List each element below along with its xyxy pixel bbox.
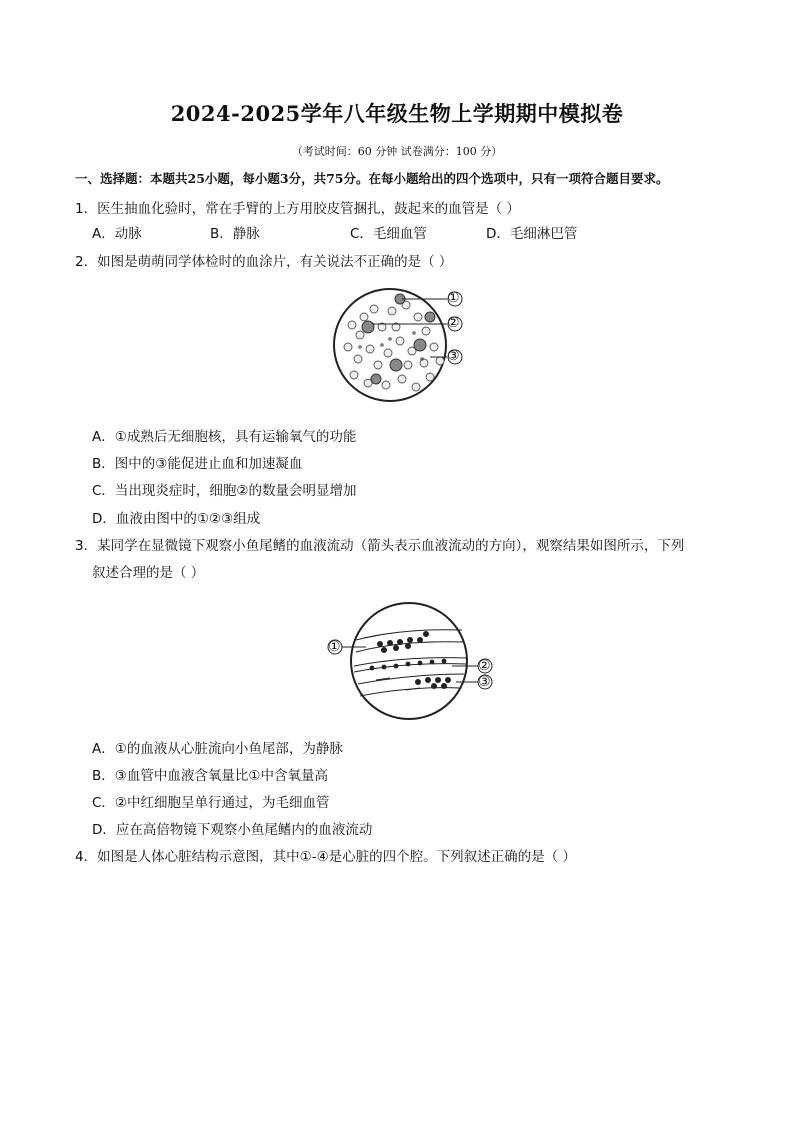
- page-title: 2024-2025学年八年级生物上学期期中模拟卷: [170, 101, 624, 126]
- figure-label-1: ①: [328, 639, 341, 655]
- option-b[interactable]: B．静脉: [210, 226, 260, 242]
- option-d[interactable]: D．血液由图中的①②③组成: [92, 511, 261, 527]
- exam-info: （考试时间：60 分钟 试卷满分：100 分）: [291, 145, 503, 158]
- figure-label-3: ③: [447, 348, 460, 364]
- question-number: 1．: [75, 201, 98, 217]
- question-3: [75, 534, 684, 554]
- figure-label-1: ①: [447, 290, 460, 306]
- option-b[interactable]: B．图中的③能促进止血和加速凝血: [92, 456, 303, 472]
- blood-smear-figure: [330, 287, 490, 407]
- option-c[interactable]: C．当出现炎症时，细胞②的数量会明显增加: [92, 483, 357, 499]
- option-a[interactable]: A．动脉: [92, 226, 142, 242]
- question-number: 4．: [75, 849, 98, 865]
- question-3-line-2: 叙述合理的是（ ）: [92, 565, 205, 581]
- section-heading: 一、选择题：本题共25小题，每小题3分，共75分。在每小题给出的四个选项中，只有一项符合题目要求。: [75, 171, 669, 186]
- question-2: [75, 250, 452, 270]
- option-c[interactable]: C．毛细血管: [350, 226, 427, 242]
- fish-tail-figure: [322, 600, 502, 724]
- figure-label-2: ②: [447, 315, 460, 331]
- question-1: [75, 197, 520, 217]
- question-stem: 如图是萌萌同学体检时的血涂片，有关说法不正确的是（ ）: [97, 254, 453, 270]
- option-b[interactable]: B．③血管中血液含氧量比①中含氧量高: [92, 768, 328, 784]
- question-number: 2．: [75, 254, 98, 270]
- question-4: [75, 845, 576, 865]
- question-stem-line-1: 某同学在显微镜下观察小鱼尾鳍的血液流动（箭头表示血液流动的方向），观察结果如图所示，下列: [97, 538, 685, 554]
- option-d[interactable]: D．毛细淋巴管: [486, 226, 578, 242]
- question-stem: 如图是人体心脏结构示意图，其中①-④是心脏的四个腔。下列叙述正确的是（ ）: [97, 849, 576, 865]
- question-number: 3．: [75, 538, 98, 554]
- option-a[interactable]: A．①成熟后无细胞核，具有运输氧气的功能: [92, 429, 357, 445]
- figure-label-2: ②: [478, 658, 491, 674]
- option-d[interactable]: D．应在高倍物镜下观察小鱼尾鳍内的血液流动: [92, 822, 373, 838]
- figure-label-3: ③: [478, 674, 491, 690]
- option-a[interactable]: A．①的血液从心脏流向小鱼尾部，为静脉: [92, 741, 343, 757]
- option-c[interactable]: C．②中红细胞呈单行通过，为毛细血管: [92, 795, 330, 811]
- question-stem: 医生抽血化验时，常在手臂的上方用胶皮管捆扎，鼓起来的血管是（ ）: [97, 201, 520, 217]
